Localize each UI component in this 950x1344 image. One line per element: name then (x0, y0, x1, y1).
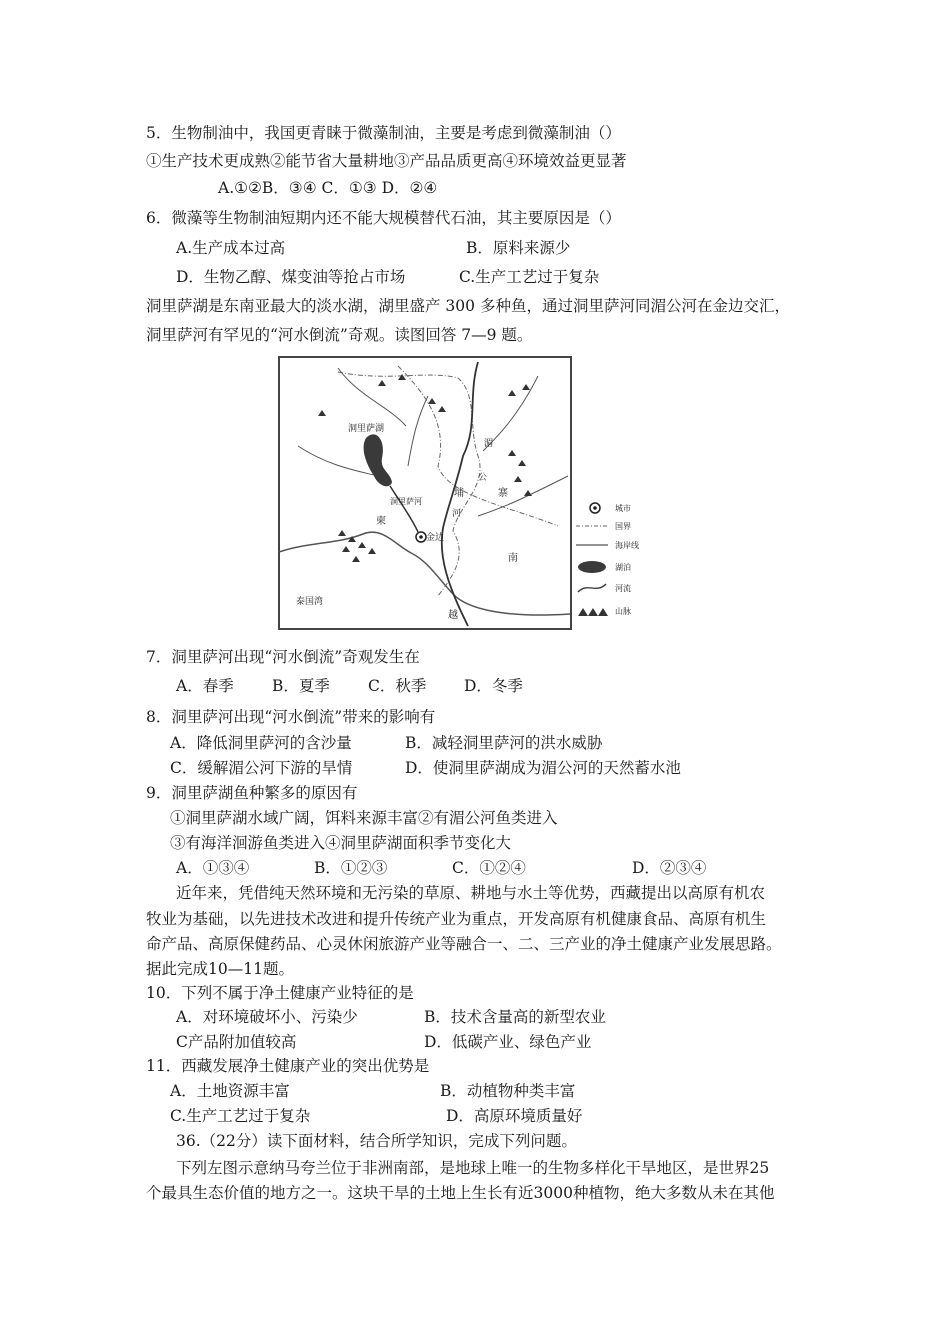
river-label: 洞里萨河 (390, 497, 422, 506)
q10-option-d: D．低碳产业、绿色产业 (424, 1033, 592, 1051)
intro-10-11-line4: 据此完成10—11题。 (146, 960, 294, 978)
q8-option-c: C．缓解湄公河下游的旱情 (170, 759, 353, 777)
q9-items-1: ①洞里萨湖水域广阔，饵料来源丰富②有湄公河鱼类进入 (170, 809, 558, 827)
mekong-char-2: 公 (478, 473, 488, 483)
country-char-3: 寨 (498, 488, 508, 499)
q6-option-d: D．生物乙醇、煤变油等抢占市场 (176, 268, 406, 286)
mekong-char-1: 湄 (484, 439, 494, 449)
q9-option-c: C．①②④ (452, 859, 526, 877)
intro-10-11-line1: 近年来，凭借纯天然环境和无污染的草原、耕地与水土等优势，西藏提出以高原有机农 (176, 884, 766, 902)
vietnam-char-2: 南 (508, 553, 518, 564)
q7-option-d: D．冬季 (464, 677, 523, 695)
q36-line1: 下列左图示意纳马夸兰位于非洲南部，是地球上唯一的生物多样化干旱地区，是世界25 (176, 1159, 770, 1177)
q11-option-b: B．动植物种类丰富 (440, 1082, 576, 1100)
q7-option-a: A．春季 (176, 677, 234, 695)
q8-option-d: D．使洞里萨湖成为湄公河的天然蓄水池 (405, 759, 681, 777)
q9-stem: 9．洞里萨湖鱼种繁多的原因有 (146, 784, 358, 802)
intro-10-11-line2: 牧业为基础，以先进技术改进和提升传统产业为重点，开发高原有机健康食品、高原有机生 (146, 910, 767, 928)
legend-border: 国界 (615, 522, 631, 531)
q6-option-c: C.生产工艺过于复杂 (459, 268, 600, 286)
q11-option-a: A．土地资源丰富 (170, 1082, 290, 1100)
legend-coastline: 海岸线 (615, 541, 639, 550)
q10-stem: 10．下列不属于净土健康产业特征的是 (146, 984, 414, 1002)
q7-option-b: B．夏季 (272, 677, 330, 695)
q8-stem: 8．洞里萨河出现“河水倒流”带来的影响有 (146, 708, 436, 726)
q5-stem: 5．生物制油中，我国更青睐于微藻制油，主要是考虑到微藻制油（） (146, 124, 621, 142)
q6-option-b: B．原料来源少 (466, 239, 571, 257)
intro-7-9-line2: 洞里萨河有罕见的“河水倒流”奇观。读图回答 7—9 题。 (146, 326, 533, 344)
lake-label: 洞里萨湖 (348, 424, 385, 434)
legend-mountain-icon (578, 608, 608, 616)
legend-lake: 湖泊 (615, 563, 631, 572)
legend-mountain: 山脉 (615, 607, 631, 616)
cambodia-map (278, 356, 654, 632)
legend-river-icon (578, 584, 606, 592)
q8-option-b: B．减轻洞里萨河的洪水威胁 (405, 734, 603, 752)
gulf-label: 泰国湾 (296, 597, 324, 607)
legend-river: 河流 (615, 584, 631, 593)
q6-option-a: A.生产成本过高 (176, 239, 286, 257)
q7-option-c: C．秋季 (368, 677, 427, 695)
q7-stem: 7．洞里萨河出现“河水倒流”奇观发生在 (146, 648, 420, 666)
mekong-char-3: 河 (452, 509, 462, 519)
q8-option-a: A．降低洞里萨河的含沙量 (170, 734, 352, 752)
q11-stem: 11．西藏发展净土健康产业的突出优势是 (146, 1057, 430, 1075)
q36-line2: 个最具生态价值的地方之一。这块干旱的土地上生长有近3000种植物，绝大多数从未在其他 (146, 1184, 775, 1202)
q6-stem: 6．微藻等生物制油短期内还不能大规模替代石油，其主要原因是（） (146, 209, 621, 227)
q10-option-c: C产品附加值较高 (176, 1033, 297, 1051)
q11-option-d: D．高原环境质量好 (446, 1107, 583, 1125)
q9-option-d: D．②③④ (632, 859, 707, 877)
q10-option-b: B．技术含量高的新型农业 (424, 1008, 606, 1026)
country-char-2: 埔 (454, 488, 464, 499)
q9-items-2: ③有海洋洄游鱼类进入④洞里萨湖面积季节变化大 (170, 834, 512, 852)
q9-option-b: B．①②③ (314, 859, 388, 877)
q36-head: 36.（22分）读下面材料，结合所学知识，完成下列问题。 (176, 1132, 577, 1150)
q9-option-a: A．①③④ (176, 859, 250, 877)
intro-10-11-line3: 命产品、高原保健药品、心灵休闲旅游产业等融合一、二、三产业的净土健康产业发展思路。 (146, 935, 782, 953)
q10-option-a: A．对环境破坏小、污染少 (176, 1008, 358, 1026)
country-char-1: 柬 (376, 516, 386, 527)
vietnam-char-1: 越 (448, 610, 458, 621)
legend-lake-icon (578, 561, 606, 573)
q5-items: ①生产技术更成熟②能节省大量耕地③产品品质更高④环境效益更显著 (146, 152, 627, 170)
legend-city: 城市 (615, 504, 631, 513)
map-legend (576, 503, 639, 616)
q5-options: A.①②B．③④ C．①③ D．②④ (218, 179, 438, 197)
intro-7-9-line1: 洞里萨湖是东南亚最大的淡水湖，湖里盛产 300 多种鱼，通过洞里萨河同湄公河在金边交汇， (146, 297, 790, 315)
q11-option-c: C.生产工艺过于复杂 (170, 1107, 311, 1125)
city-label: 金边 (426, 533, 445, 543)
